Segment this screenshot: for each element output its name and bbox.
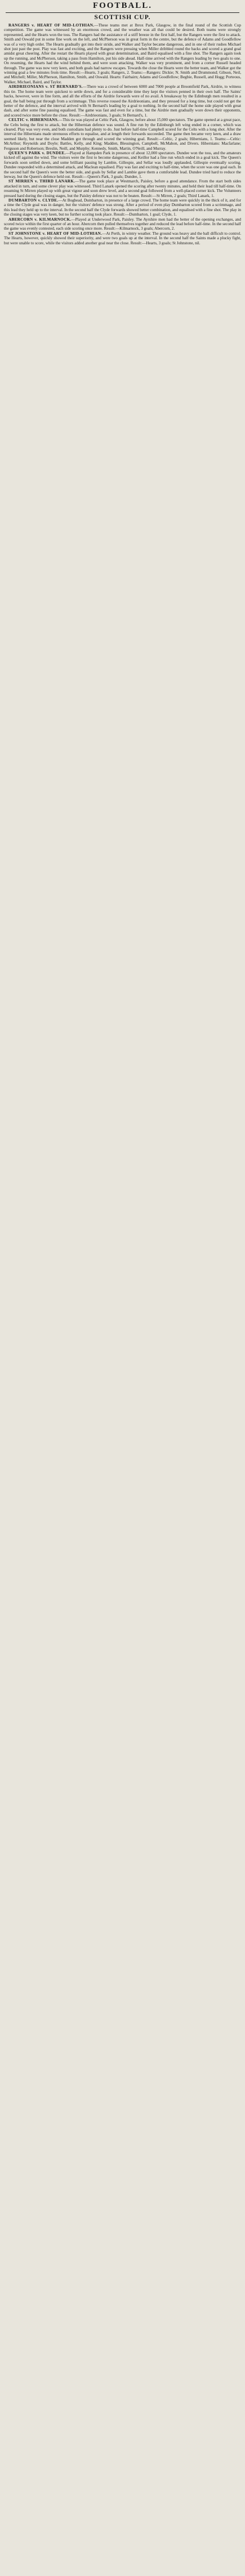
article-body: —At Perth, in wintry weather. The ground was heavy and the ball difficult to control. The Hearts, however, quickly showed their superiority, and were two goals up at the interval. In the second half the Saints made a plucky fight, but were unable to score, while the visitors added another goal near the close. Result:—Hearts, 3 goals; St Johnstone, nil. bbox=[4, 231, 241, 245]
article-lead: RANGERS v. HEART OF MID-LOTHIAN. bbox=[8, 23, 95, 28]
article-paragraph bbox=[4, 231, 241, 245]
article-paragraph bbox=[4, 118, 241, 151]
article-column bbox=[2, 23, 243, 245]
page-headline: FOOTBALL. bbox=[92, 1, 153, 10]
article-lead: CELTIC v. HIBERNIANS. bbox=[8, 118, 59, 123]
article-lead: ST JOHNSTONE v. HEART OF MID-LOTHIAN. bbox=[8, 231, 103, 236]
article-paragraph bbox=[4, 84, 241, 118]
article-paragraph bbox=[4, 23, 241, 84]
article-paragraph bbox=[4, 198, 241, 217]
article-lead: QUEEN'S PARK v. DUNDEE. bbox=[8, 150, 66, 155]
article-body: —At Boghead, Dumbarton, in presence of a large crowd. The home team were quickly in the thick of it, and for a time the Clyde goal was in danger, but the visitors' defence was strong. After a period of even play Dumbarton scored from a scrimmage, and this lead they held up to the interval. In the second half the Clyde forwards showed better combination, and equalised with a fine shot. The play in the closing stages was very keen, but no further scoring took place. Result:—Dumbarton, 1 goal; Clyde, 1. bbox=[4, 198, 241, 217]
article-paragraph bbox=[4, 179, 241, 198]
article-body: —The game took place at Westmarch, Paisley, before a good attendance. From the start both sides attacked in turn, and some clever play was witnessed. Third Lanark opened the scoring after twenty minutes, and held their lead till half-time. On resuming St Mirren played up with great vigour and soon drew level, and a second goal followed from a well-placed corner kick. The Volunteers pressed hard during the closing stages, but the Paisley defence was not to be beaten. Result:—St Mirren, 2 goals; Third Lanark, 1. bbox=[4, 179, 241, 198]
article-paragraph bbox=[4, 217, 241, 231]
article-body: —Played at Underwood Park, Paisley. The Ayrshire men had the better of the opening exchanges, and scored twice within the first quarter of an hour. Abercorn then pulled themselves together and reduced the lead before half-time. In the second half the game was evenly contested, each side scoring once more. Result:—Kilmarnock, 3 goals; Abercorn, 2. bbox=[4, 217, 241, 231]
article-body: —There was a crowd of between 6000 and 7000 people at Broomfield Park, Airdrie, to witness this tie. The home team were quickest to settle down, and for a considerable time they kept the visitors penned in their own half. The Saints' backs, however, were in fine form, and all the efforts of the Airdrie forwards were of no avail. A breakaway by the Edinburgh men resulted in a goal, the ball being put through from a scrimmage. This reverse roused the Airdrieonians, and they pressed for a long time, but could not get the better of the defence, and the interval arrived with St Bernard's leading by a goal to nothing. In the second half the home side played with great dash, and after some fine passing equalised. The game was fast and even for a time, but the Airdrie men gradually wore down their opponents, and scored twice more before the close. Result:—Airdrieonians, 3 goals; St Bernard's, 1. bbox=[4, 84, 242, 118]
article-lead: ST MIRREN v. THIRD LANARK. bbox=[8, 179, 75, 184]
section-subhead: SCOTTISH CUP. bbox=[94, 14, 151, 21]
newspaper-page bbox=[2, 0, 243, 2576]
article-lead: DUMBARTON v. CLYDE. bbox=[8, 198, 59, 203]
article-body: —This tie was played at Celtic Park, Glasgow, before about 15,000 spectators. The game opened at a great pace, the Celts being the first to attack, but the Hibernian defence was sound. A fine run by the Edinburgh left wing ended in a corner, which was cleared. Play was very even, and both custodians had plenty to do. Just before half-time Campbell scored for the Celts with a long shot. After the interval the Hibernians made strenuous efforts to equalise, and at length their forwards succeeded. The game then became very keen, and a draw seemed likely, but near the close Madden got through and scored the winning goal. Result:—Celtic, 2 goals; Hibernians, 1. Teams:—Celtic: McArthur; Reynolds and Doyle; Battles, Kelly, and King; Madden, Blessington, Campbell, McMahon, and Divers. Hibernians: Macfarlane; Ferguson and Robertson; Breslin, Neill, and Murphy; Kennedy, Smith, Martin, O'Neill, and Murray. bbox=[4, 118, 241, 151]
article-lead: AIRDRIEONIANS v. ST BERNARD'S. bbox=[8, 84, 83, 90]
article-paragraph bbox=[4, 151, 241, 179]
article-body: —Played at Hampden Park in presence of about 12,000 spectators. Dundee won the toss, and the amateurs kicked off against the wind. The visitors were the first to become dangerous, and Keillor had a fine run which ended in a goal kick. The Queen's forwards soon settled down, and some brilliant passing by Lambie, Gillespie, and Sellar was loudly applauded, Gillespie eventually scoring. Dundee responded with a determined attack, and Maclean equalised. Play was fast and exciting to half-time, when the score was one goal each. In the second half the Queen's were the better side, and goals by Sellar and Lambie gave them a comfortable lead. Dundee tried hard to reduce the leeway, but the Queen's defence held out. Result:—Queen's Park, 3 goals; Dundee, 1. bbox=[4, 150, 241, 179]
headline-divider bbox=[6, 12, 239, 13]
article-body: —These teams met at Ibrox Park, Glasgow, in the final round of the Scottish Cup competition. The game was witnessed by an enormous crowd, and the weather was all that could be desired. Both teams were strongly represented, and the Hearts won the toss. The Rangers had the assistance of a stiff breeze in the first half, but the Rangers were the first to attack. Smith and Oswald put in some fine work on the left, and McPherson was in great form in the centre, but the defence of Adams and Goodfellow was of a very high order. The Hearts gradually got into their stride, and Walker and Taylor became dangerous, and in one of their rushes Michael shot just past the post. Play was fast and exciting, and the Rangers were pressing when Miller dribbled round the backs and scored a grand goal amidst great cheering. After the restart the Hearts played with great determination, and Baird equalised with a fine shot. The Rangers again took up the running, and McPherson, taking a pass from Hamilton, put his side ahead. Half-time arrived with the Rangers leading by two goals to one. On resuming, the Hearts had the wind behind them, and were soon attacking. Walker was very prominent, and from a corner Russell headed through. The game was now very keen, and both goals had narrow escapes. Towards the close the Hearts were the better team, and Walker got the winning goal a few minutes from time. Result:—Hearts, 3 goals; Rangers, 2. Teams:—Rangers: Dickie; N. Smith and Drummond; Gibson, Neil, and Mitchell; Miller, McPherson, Hamilton, Smith, and Oswald. Hearts: Fairbairn; Adams and Goodfellow; Begbie, Russell, and Hogg; Porteous, Walker, Michael, Baird, and Taylor. bbox=[4, 23, 241, 84]
article-lead: ABERCORN v. KILMARNOCK. bbox=[8, 217, 72, 222]
